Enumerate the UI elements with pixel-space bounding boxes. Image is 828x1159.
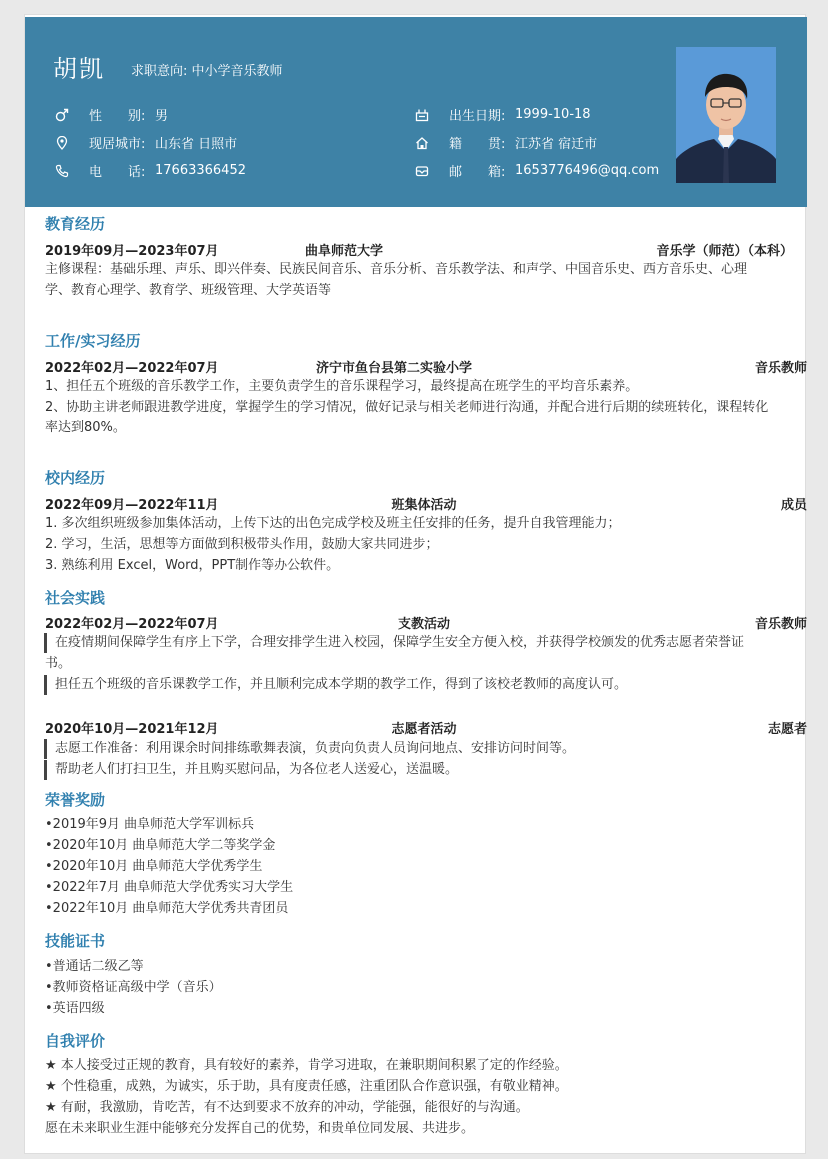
self-eval-item: 愿在未来职业生涯中能够充分发挥自己的优势，和贵单位同发展、共进步。 (45, 1121, 475, 1136)
social-org-2: 志愿者活动 (391, 722, 457, 737)
job-intent: 求职意向: 中小学音乐教师 (131, 64, 283, 79)
phone-value: 17663366452 (155, 163, 246, 178)
social-1-line1: 在疫情期间保障学生有序上下学，合理安排学生进入校园，保障学生安全方便入校，并获得学校颁发的优秀志愿者荣誉证 (44, 633, 789, 653)
honors-title: 荣誉奖励 (45, 791, 106, 809)
work-line2: 2、协助主讲老师跟进教学进度，掌握学生的学习情况，做好记录与相关老师进行沟通，并配合进行后期的续班转化，课程转化 (45, 400, 769, 415)
calendar-icon (415, 108, 429, 122)
resume-page (24, 14, 806, 1154)
candidate-name: 胡凯 (53, 55, 105, 83)
education-period: 2019年09月—2023年07月 (45, 244, 219, 259)
self-eval-item: ★ 个性稳重，成熟，为诚实，乐于助，具有度责任感，注重团队合作意识强，有敬业精神。 (45, 1079, 568, 1094)
work-org: 济宁市鱼台县第二实验小学 (315, 361, 472, 376)
honor-item: •2020年10月 曲阜师范大学优秀学生 (45, 859, 263, 874)
work-line1: 1、担任五个班级的音乐教学工作，主要负责学生的音乐课程学习，最终提高在班学生的平均音乐素养。 (45, 379, 639, 394)
gender-value: 男 (155, 109, 169, 124)
social-1-line2: 书。 (45, 656, 72, 671)
social-period-2: 2020年10月—2021年12月 (45, 722, 219, 737)
honor-item: •2020年10月 曲阜师范大学二等奖学金 (45, 838, 276, 853)
campus-line2: 2. 学习，生活，思想等方面做到积极带头作用，鼓励大家共同进步； (45, 537, 439, 552)
education-courses-line1: 主修课程：基础乐理、声乐、即兴伴奏、民族民间音乐、音乐分析、音乐教学法、和声学、中国音乐史、西方音乐史、心理 (45, 262, 748, 277)
phone-row (55, 161, 246, 180)
mail-icon (415, 164, 429, 178)
city-label: 现居城市: (89, 137, 146, 152)
campus-period: 2022年09月—2022年11月 (45, 498, 219, 513)
city-value: 山东省 日照市 (155, 137, 238, 152)
education-title: 教育经历 (45, 215, 106, 233)
work-line3: 率达到80%。 (45, 420, 126, 435)
self-eval-item: ★ 有耐，我激励，肯吃苦，有不达到要求不放弃的冲动，学能强，能很好的与沟通。 (45, 1100, 529, 1115)
phone-label: 电 话: (89, 165, 146, 180)
work-header (45, 357, 807, 376)
skills-title: 技能证书 (45, 932, 106, 950)
work-role: 音乐教师 (754, 361, 807, 376)
resume-header (25, 17, 807, 207)
education-header (45, 240, 793, 259)
social-2-line2: 帮助老人们打扫卫生，并且购买慰问品，为各位老人送爱心，送温暖。 (44, 760, 789, 780)
work-period: 2022年02月—2022年07月 (45, 361, 219, 376)
self-eval-item: ★ 本人接受过正规的教育，具有较好的素养，肯学习进取，在兼职期间积累了定的作经验。 (45, 1058, 568, 1073)
phone-icon (55, 164, 69, 178)
education-major: 音乐学（师范）（本科） (656, 244, 793, 259)
email-value: 1653776496@qq.com (515, 163, 660, 178)
origin-label: 籍 贯: (449, 137, 506, 152)
birth-row (415, 105, 591, 124)
social-header-1 (45, 613, 807, 632)
social-period-1: 2022年02月—2022年07月 (45, 617, 219, 632)
home-icon (415, 136, 429, 150)
social-org-1: 支教活动 (397, 617, 450, 632)
city-row (55, 133, 237, 152)
origin-value: 江苏省 宿迁市 (515, 137, 598, 152)
gender-label: 性 别: (89, 109, 146, 124)
social-title: 社会实践 (45, 589, 106, 607)
origin-row (415, 133, 597, 152)
social-1-line3: 担任五个班级的音乐课教学工作，并且顺利完成本学期的教学工作，得到了该校老教师的高度认可。 (44, 675, 789, 695)
email-row (415, 161, 659, 180)
profile-photo (676, 47, 776, 183)
campus-title: 校内经历 (45, 469, 106, 487)
social-2-line1: 志愿工作准备：利用课余时间排练歌舞表演，负责向负责人员询问地点、安排访问时间等。 (44, 739, 789, 759)
campus-org: 班集体活动 (391, 498, 457, 513)
gender-row (55, 105, 168, 124)
birth-label: 出生日期: (449, 109, 506, 124)
campus-line3: 3. 熟练利用 Excel，Word，PPT制作等办公软件。 (45, 558, 340, 573)
campus-role: 成员 (780, 498, 807, 513)
birth-value: 1999-10-18 (515, 107, 591, 122)
education-school: 曲阜师范大学 (304, 244, 383, 259)
male-icon (55, 108, 69, 122)
social-role-2: 志愿者 (767, 722, 807, 737)
skill-item: •英语四级 (45, 1001, 105, 1016)
education-courses-line2: 学、教育心理学、教育学、班级管理、大学英语等 (45, 283, 332, 298)
location-icon (55, 136, 69, 150)
social-role-1: 音乐教师 (754, 617, 807, 632)
skill-item: •教师资格证高级中学（音乐） (45, 980, 222, 995)
self-eval-title: 自我评价 (45, 1032, 106, 1050)
email-label: 邮 箱: (449, 165, 506, 180)
social-header-2 (45, 718, 807, 737)
work-title: 工作/实习经历 (45, 332, 141, 350)
honor-item: •2022年7月 曲阜师范大学优秀实习大学生 (45, 880, 294, 895)
honor-item: •2019年9月 曲阜师范大学军训标兵 (45, 817, 255, 832)
honor-item: •2022年10月 曲阜师范大学优秀共青团员 (45, 901, 289, 916)
campus-line1: 1. 多次组织班级参加集体活动，上传下达的出色完成学校及班主任安排的任务，提升自我管理能力； (45, 516, 621, 531)
skill-item: •普通话二级乙等 (45, 959, 144, 974)
campus-header (45, 494, 807, 513)
